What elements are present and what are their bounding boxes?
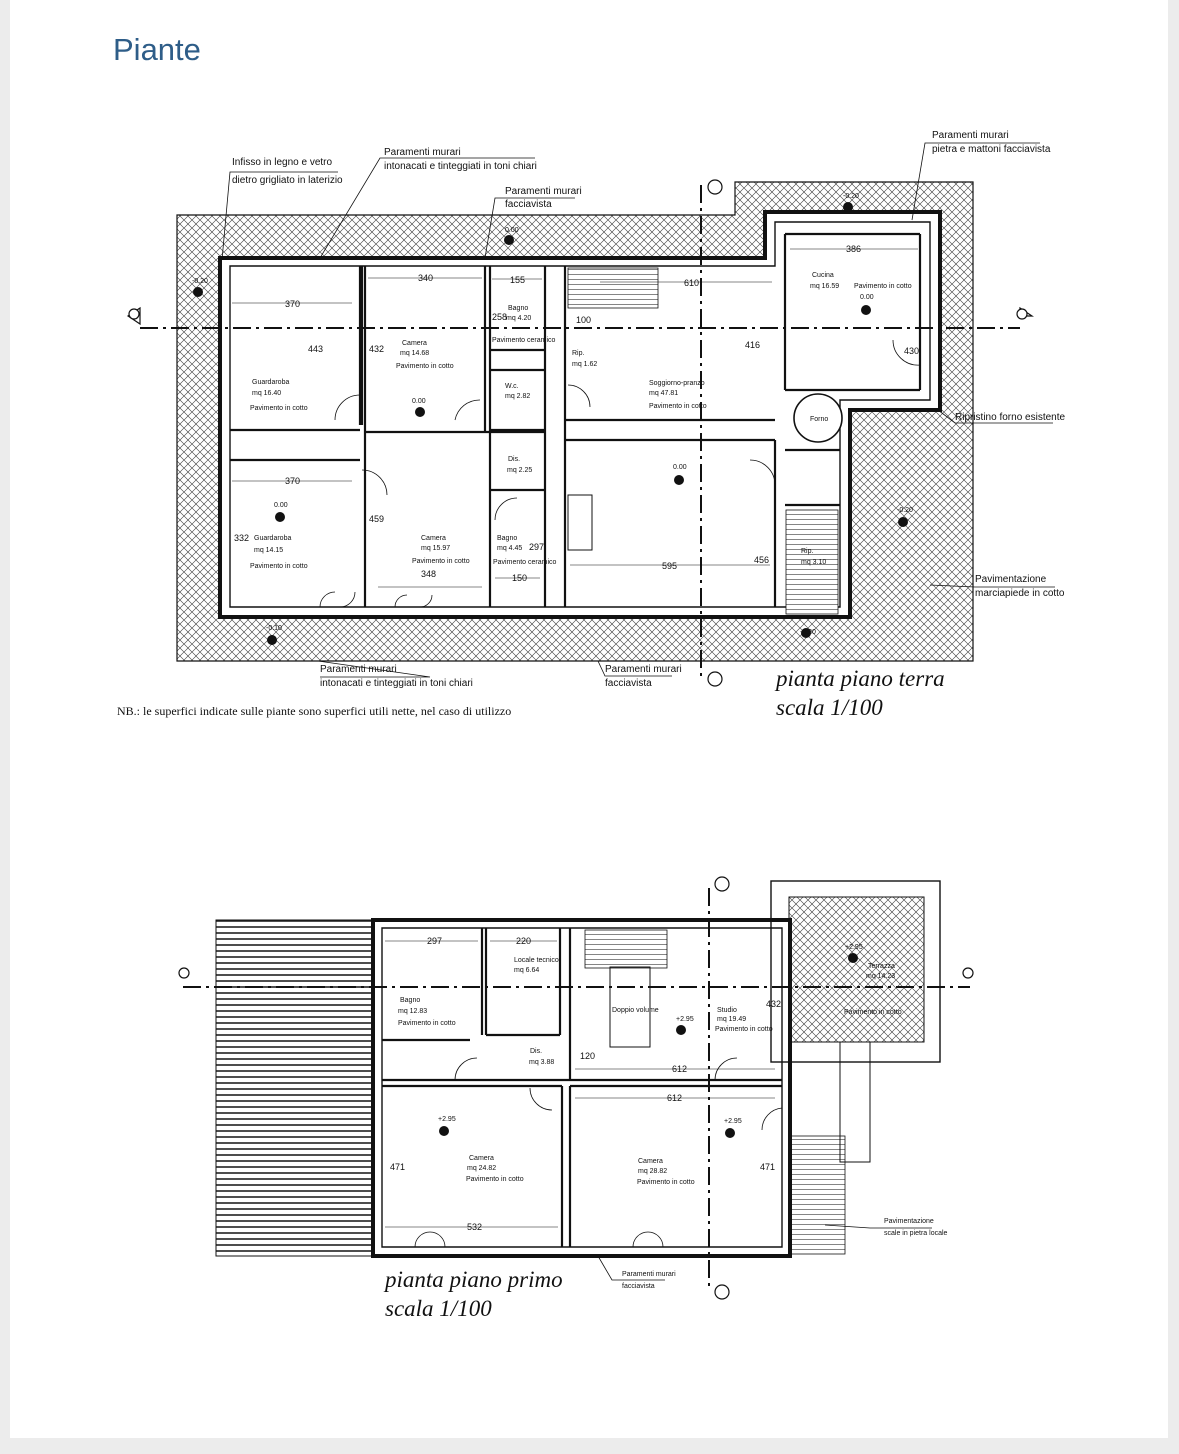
dimension: 120 xyxy=(580,1051,596,1061)
room-bagno-2: Bagno xyxy=(497,535,518,542)
level-value: +2.95 xyxy=(676,1016,694,1023)
room-rip-1-area: mq 1.62 xyxy=(572,361,598,368)
annotation-paramenti-fv: Paramenti murari xyxy=(505,186,582,197)
first-dimension-lines xyxy=(385,941,775,1227)
dimension: 386 xyxy=(846,244,862,254)
level-value: -0.20 xyxy=(897,507,913,514)
annotation-pavimentazione: Pavimentazione xyxy=(975,574,1047,585)
dimension: 340 xyxy=(418,273,434,283)
room-camera-2: Camera xyxy=(638,1158,663,1165)
caption-title: pianta piano terra xyxy=(776,666,945,691)
annotation-forno: Ripristino forno esistente xyxy=(955,412,1066,423)
dimension: 150 xyxy=(512,573,528,583)
room-dis-area: mq 3.88 xyxy=(529,1059,555,1066)
dimension: 297 xyxy=(427,936,443,946)
room-rip-2-area: mq 3.10 xyxy=(801,559,827,566)
dimension: 348 xyxy=(421,569,437,579)
annotation-paramenti-2: intonacati e tinteggiati in toni chiari xyxy=(384,161,537,172)
level-value: -0.10 xyxy=(266,625,282,632)
page-title: Piante xyxy=(113,32,201,67)
annotation-paramenti-pm-2: pietra e mattoni facciavista xyxy=(932,144,1051,155)
annotation-pavimentazione: Pavimentazione xyxy=(884,1218,934,1225)
level-value: -0.20 xyxy=(800,629,816,636)
dimension: 100 xyxy=(576,315,592,325)
room-soggiorno: Soggiorno-pranzo xyxy=(649,380,705,387)
room-dis-1-area: mq 2.25 xyxy=(507,467,533,474)
annotation-paramenti: Paramenti murari xyxy=(622,1271,676,1278)
annotation-pavimentazione-2: marciapiede in cotto xyxy=(975,588,1065,599)
exterior-stair xyxy=(790,1136,845,1254)
room-cucina: Cucina xyxy=(812,272,834,279)
room-camera-1: Camera xyxy=(469,1155,494,1162)
room-wc-area: mq 2.82 xyxy=(505,393,531,400)
dimension: 258 xyxy=(492,312,508,322)
dimension: 610 xyxy=(684,278,700,288)
annotation-paramenti-bottom-fv-2: facciavista xyxy=(605,678,652,689)
dimension: 471 xyxy=(760,1162,776,1172)
room-studio-area: mq 19.49 xyxy=(717,1016,747,1023)
room-terrazza-area: mq 14.23 xyxy=(866,973,896,980)
ground-floor-plan xyxy=(128,130,1065,689)
dimension: 416 xyxy=(745,340,761,350)
dimension: 332 xyxy=(234,533,250,543)
room-bagno-2-area: mq 4.45 xyxy=(497,545,523,552)
room-wc: W.c. xyxy=(505,383,519,390)
annotation-pavimentazione-2: scale in pietra locale xyxy=(884,1230,948,1237)
annotation-paramenti-bottom-2: intonacati e tinteggiati in toni chiari xyxy=(320,678,473,689)
dimension: 443 xyxy=(308,344,324,354)
dimension: 595 xyxy=(662,561,678,571)
room-guardaroba-2-area: mq 14.15 xyxy=(254,547,284,554)
room-terrazza: Terrazza xyxy=(868,963,895,970)
ground-floor-caption xyxy=(776,664,945,722)
annotation-paramenti-fv-2: facciavista xyxy=(505,199,552,210)
annotation-paramenti: Paramenti murari xyxy=(384,147,461,158)
level-value: -0.20 xyxy=(843,193,859,200)
room-camera-1-area: mq 24.82 xyxy=(467,1165,497,1172)
room-guardaroba-2: Guardaroba xyxy=(254,535,292,542)
surface-note: NB.: le superfici indicate sulle piante sono superfici utili nette, nel caso di utilizzo xyxy=(117,704,512,718)
room-camera-2-floor: Pavimento in cotto xyxy=(412,558,470,565)
room-bagno-1-floor: Pavimento ceramico xyxy=(492,337,556,344)
first-exterior-walls xyxy=(373,920,790,1256)
terrace-paving xyxy=(789,897,924,1042)
room-cucina-area: mq 16.59 xyxy=(810,283,840,290)
room-camera-1-floor: Pavimento in cotto xyxy=(396,363,454,370)
level-value: 0.00 xyxy=(860,294,874,301)
first-stair xyxy=(585,930,667,968)
room-soggiorno-area: mq 47.81 xyxy=(649,390,679,397)
dimension: 297 xyxy=(529,542,545,552)
room-camera-1-floor: Pavimento in cotto xyxy=(466,1176,524,1183)
level-value: 0.00 xyxy=(274,502,288,509)
room-camera-1-area: mq 14.68 xyxy=(400,350,430,357)
room-guardaroba-1: Guardaroba xyxy=(252,379,290,386)
dimension: 370 xyxy=(285,299,301,309)
room-terrazza-floor: Pavimento in cotto xyxy=(844,1009,902,1016)
room-guardaroba-1-floor: Pavimento in cotto xyxy=(250,405,308,412)
first-dimension-values xyxy=(390,936,781,1232)
caption-title: pianta piano primo xyxy=(385,1267,563,1292)
room-bagno-1: Bagno xyxy=(508,305,529,312)
room-camera-2-floor: Pavimento in cotto xyxy=(637,1179,695,1186)
annotation-paramenti-2: facciavista xyxy=(622,1283,655,1290)
ground-stair xyxy=(568,268,658,308)
stove-symbol xyxy=(568,495,592,550)
annotation-paramenti-bottom-fv: Paramenti murari xyxy=(605,664,682,675)
dimension: 370 xyxy=(285,476,301,486)
room-doppio-volume: Doppio volume xyxy=(612,1007,659,1014)
level-value: 0.00 xyxy=(673,464,687,471)
level-value: -0.20 xyxy=(192,278,208,285)
dimension: 459 xyxy=(369,514,385,524)
room-camera-2-area: mq 28.82 xyxy=(638,1168,668,1175)
first-floor-caption xyxy=(385,1265,563,1323)
level-value: 0.00 xyxy=(505,227,519,234)
level-value: +2.95 xyxy=(845,944,863,951)
first-floor-plan xyxy=(179,877,973,1299)
dimension: 456 xyxy=(754,555,770,565)
room-cucina-floor: Pavimento in cotto xyxy=(854,283,912,290)
room-dis: Dis. xyxy=(530,1048,543,1055)
room-studio-floor: Pavimento in cotto xyxy=(715,1026,773,1033)
dimension: 612 xyxy=(667,1093,683,1103)
room-rip-2: Rip. xyxy=(801,548,814,555)
room-rip-1: Rip. xyxy=(572,350,585,357)
dimension: 430 xyxy=(904,346,920,356)
roof-tiles xyxy=(216,920,373,1256)
caption-scale: scala 1/100 xyxy=(385,1296,492,1321)
annotation-infisso: Infisso in legno e vetro xyxy=(232,157,333,168)
annotation-paramenti-bottom: Paramenti murari xyxy=(320,664,397,675)
room-bagno-area: mq 12.83 xyxy=(398,1008,428,1015)
room-guardaroba-2-floor: Pavimento in cotto xyxy=(250,563,308,570)
room-bagno-floor: Pavimento in cotto xyxy=(398,1020,456,1027)
dimension: 532 xyxy=(467,1222,483,1232)
room-forno: Forno xyxy=(810,416,829,423)
room-camera-1: Camera xyxy=(402,340,427,347)
dimension: 155 xyxy=(510,275,526,285)
dimension: 471 xyxy=(390,1162,406,1172)
dimension: 432 xyxy=(369,344,385,354)
dimension: 612 xyxy=(672,1064,688,1074)
room-soggiorno-floor: Pavimento in cotto xyxy=(649,403,707,410)
level-value: +2.95 xyxy=(438,1116,456,1123)
dimension: 220 xyxy=(516,936,532,946)
first-interior-walls xyxy=(382,928,782,1247)
room-bagno-2-floor: Pavimento ceramico xyxy=(493,559,557,566)
room-studio: Studio xyxy=(717,1007,737,1014)
room-camera-2-area: mq 15.97 xyxy=(421,545,451,552)
room-camera-2: Camera xyxy=(421,535,446,542)
room-locale-tecnico: Locale tecnico xyxy=(514,957,559,964)
annotation-paramenti-pm: Paramenti murari xyxy=(932,130,1009,141)
room-bagno-1-area: mq 4.20 xyxy=(506,315,532,322)
annotation-infisso-2: dietro grigliato in laterizio xyxy=(232,175,343,186)
room-bagno: Bagno xyxy=(400,997,421,1004)
level-value: +2.95 xyxy=(724,1118,742,1125)
dimension: 432 xyxy=(766,999,782,1009)
level-value: 0.00 xyxy=(412,398,426,405)
room-guardaroba-1-area: mq 16.40 xyxy=(252,390,282,397)
first-exterior-walls-inner xyxy=(382,928,782,1247)
room-locale-tecnico-area: mq 6.64 xyxy=(514,967,540,974)
room-dis-1: Dis. xyxy=(508,456,521,463)
caption-scale: scala 1/100 xyxy=(776,695,883,720)
